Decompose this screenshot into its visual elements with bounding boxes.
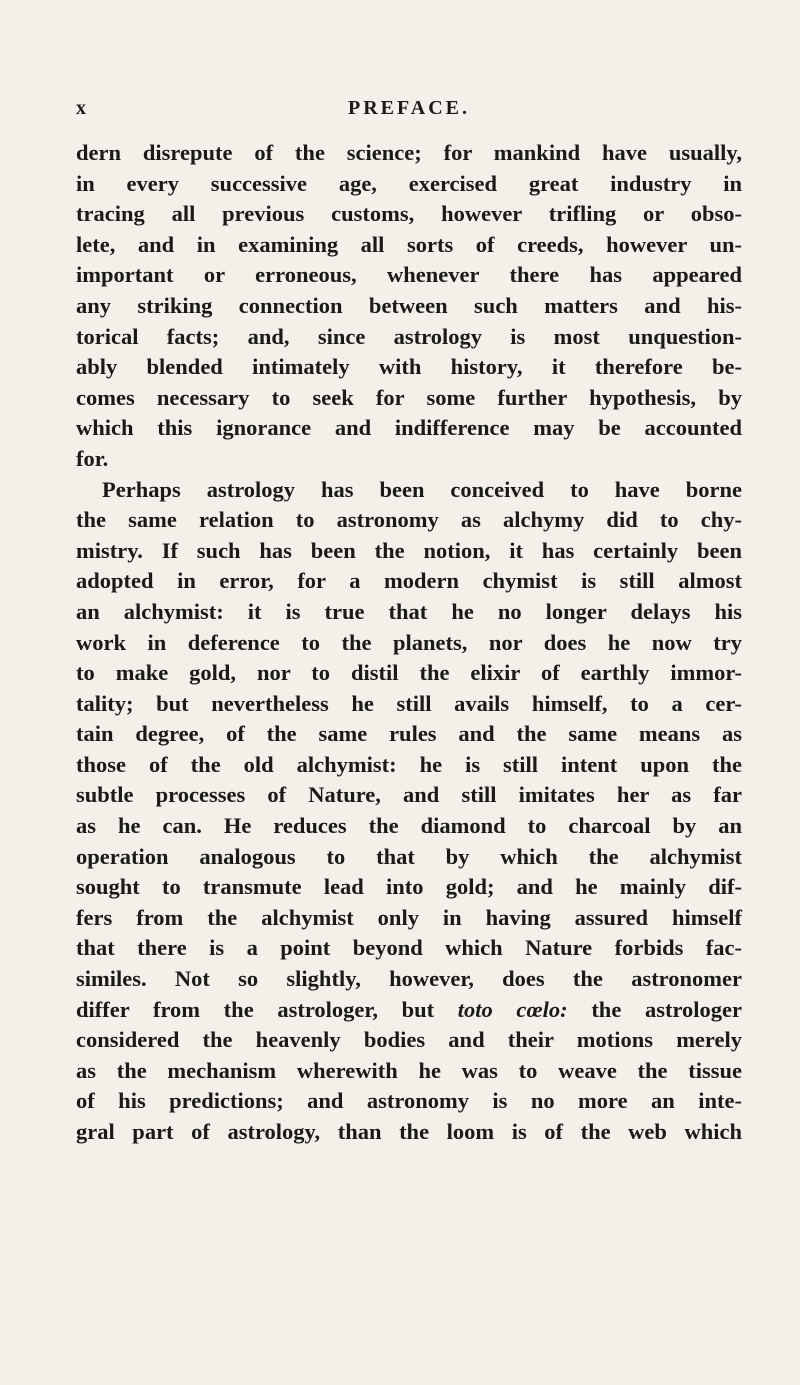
text-line: torical facts; and, since astrology is most unquestion- xyxy=(76,323,742,349)
text-line: as the mechanism wherewith he was to weave the tissue xyxy=(76,1057,742,1083)
text-line: which this ignorance and indifference may be accounted xyxy=(76,415,742,441)
page-header xyxy=(76,93,742,123)
text-line: important or erroneous, whenever there has appeared xyxy=(76,262,742,288)
text-line: gral part of astrology, than the loom is of the web which xyxy=(76,1119,742,1144)
text-line: tality; but nevertheless he still avails himself, to a cer- xyxy=(76,690,742,716)
text-line: ably blended intimately with history, it therefore be- xyxy=(76,354,742,380)
text-line: operation analogous to that by which the alchymist xyxy=(76,843,742,869)
text-line: similes. Not so slightly, however, does the astronomer xyxy=(76,966,742,992)
text-line: those of the old alchymist: he is still intent upon the xyxy=(76,751,742,777)
text-line: work in deference to the planets, nor does he now try xyxy=(76,629,742,655)
page-number: x xyxy=(76,97,86,119)
text-line: Perhaps astrology has been conceived to have borne xyxy=(102,476,742,502)
body-text xyxy=(76,138,742,1148)
text-line: that there is a point beyond which Nature forbids fac- xyxy=(76,935,742,961)
text-line: subtle processes of Nature, and still imitates her as far xyxy=(76,782,742,808)
text-line: sought to transmute lead into gold; and he mainly dif- xyxy=(76,874,742,900)
text-line: tracing all previous customs, however trifling or obso- xyxy=(76,201,742,227)
text-line: adopted in error, for a modern chymist is still almost xyxy=(76,568,742,594)
italic-phrase: toto cœlo: xyxy=(457,996,568,1022)
text-line: tain degree, of the same rules and the same means as xyxy=(76,721,742,747)
text-line: any striking connection between such matters and his- xyxy=(76,292,742,318)
running-head: PREFACE. xyxy=(348,97,470,119)
text-line: as he can. He reduces the diamond to charcoal by an xyxy=(76,813,742,839)
text-line: dern disrepute of the science; for mankind have usually, xyxy=(76,140,742,165)
text-line: to make gold, nor to distil the elixir of earthly immor- xyxy=(76,660,742,686)
text-segment: differ from the astrologer, but xyxy=(76,996,435,1022)
text-line: for. xyxy=(76,445,109,471)
text-line: an alchymist: it is true that he no longer delays his xyxy=(76,598,742,624)
text-line: considered the heavenly bodies and their motions merely xyxy=(76,1027,742,1053)
text-line: in every successive age, exercised great industry in xyxy=(76,170,742,196)
text-line-mixed xyxy=(76,995,742,1026)
text-line: of his predictions; and astronomy is no more an inte- xyxy=(76,1088,742,1114)
text-line: comes necessary to seek for some further hypothesis, by xyxy=(76,384,742,410)
text-line: mistry. If such has been the notion, it has certainly been xyxy=(76,537,742,563)
text-segment: the astrologer xyxy=(591,996,743,1022)
text-line: fers from the alchymist only in having assured himself xyxy=(76,904,742,930)
text-line: lete, and in examining all sorts of creeds, however un- xyxy=(76,231,742,257)
text-line: the same relation to astronomy as alchymy did to chy- xyxy=(76,507,742,533)
